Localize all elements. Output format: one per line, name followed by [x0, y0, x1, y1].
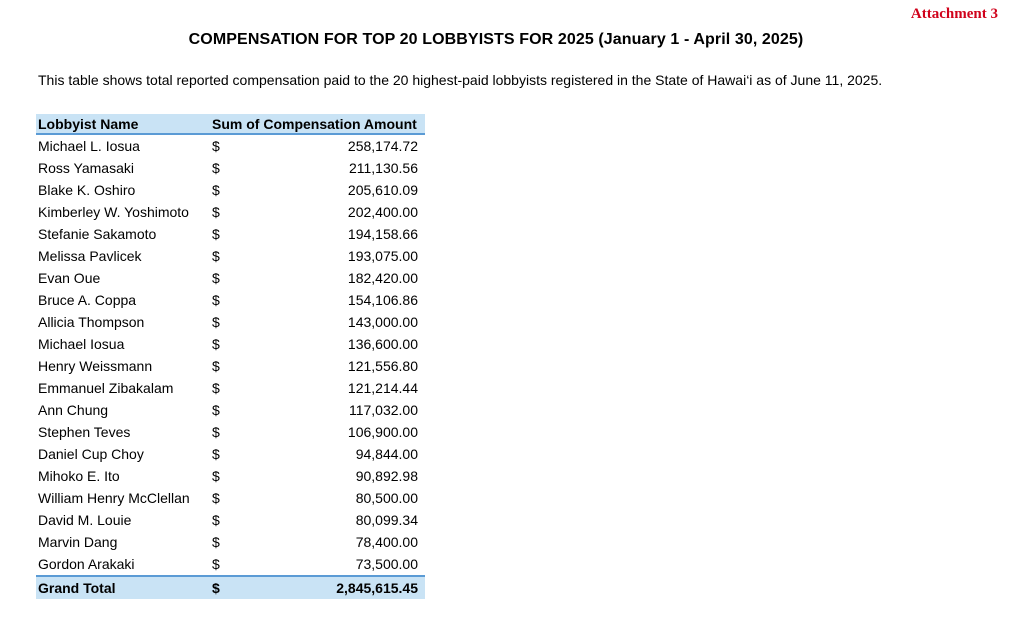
currency-symbol-cell: $	[212, 204, 220, 220]
page-title: COMPENSATION FOR TOP 20 LOBBYISTS FOR 2025 (January 1 - April 30, 2025)	[188, 31, 804, 48]
lobbyist-name-cell: Bruce A. Coppa	[38, 292, 137, 308]
table-row	[36, 421, 425, 443]
table-row	[36, 333, 425, 355]
table-description: This table shows total reported compensation paid to the 20 highest-paid lobbyists registered in the State of Hawai‘i as of June 11, 2025.	[38, 72, 883, 88]
lobbyist-name-cell: Marvin Dang	[38, 534, 118, 550]
table-row	[36, 443, 425, 465]
lobbyist-name-cell: Stefanie Sakamoto	[38, 226, 157, 242]
compensation-amount-cell: 136,600.00	[347, 336, 418, 352]
currency-symbol-cell: $	[212, 270, 220, 286]
lobbyist-name-cell: Melissa Pavlicek	[38, 248, 142, 264]
compensation-amount-cell: 202,400.00	[347, 204, 418, 220]
currency-symbol-cell: $	[212, 314, 220, 330]
currency-symbol-cell: $	[212, 534, 220, 550]
currency-symbol-cell: $	[212, 402, 220, 418]
grand-total-currency: $	[210, 576, 242, 599]
compensation-amount-cell: 194,158.66	[347, 226, 418, 242]
lobbyist-name-cell: Stephen Teves	[38, 424, 131, 440]
table-row	[36, 465, 425, 487]
lobbyist-name-cell: Michael L. Iosua	[38, 138, 140, 154]
lobbyist-name-cell: Blake K. Oshiro	[38, 182, 136, 198]
currency-symbol-cell: $	[212, 248, 220, 264]
header-compensation-amount: Sum of Compensation Amount	[210, 114, 425, 134]
compensation-amount-cell: 211,130.56	[348, 160, 418, 176]
table-row	[36, 377, 425, 399]
compensation-amount-cell: 182,420.00	[347, 270, 418, 286]
currency-symbol-cell: $	[212, 446, 220, 462]
lobbyist-name-cell: Allicia Thompson	[38, 314, 145, 330]
table-row	[36, 311, 425, 333]
compensation-amount-cell: 121,214.44	[347, 380, 418, 396]
compensation-amount-cell: 78,400.00	[355, 534, 418, 550]
lobbyist-name-cell: Mihoko E. Ito	[38, 468, 120, 484]
currency-symbol-cell: $	[212, 336, 220, 352]
currency-symbol-cell: $	[212, 468, 220, 484]
lobbyist-name-cell: Michael Iosua	[38, 336, 125, 352]
table-row	[36, 134, 425, 157]
table-row	[36, 355, 425, 377]
grand-total-label: Grand Total	[36, 576, 210, 599]
table-row	[36, 553, 425, 576]
currency-symbol-cell: $	[212, 490, 220, 506]
compensation-amount-cell: 143,000.00	[347, 314, 418, 330]
currency-symbol-cell: $	[212, 358, 220, 374]
lobbyist-name-cell: Ann Chung	[38, 402, 109, 418]
table-row	[36, 179, 425, 201]
currency-symbol-cell: $	[212, 424, 220, 440]
table-row	[36, 399, 425, 421]
compensation-amount-cell: 80,099.34	[355, 512, 418, 528]
compensation-amount-cell: 90,892.98	[355, 468, 418, 484]
currency-symbol-cell: $	[212, 226, 220, 242]
grand-total-amount: 2,845,615.45	[242, 576, 425, 599]
compensation-amount-cell: 258,174.72	[347, 138, 418, 154]
lobbyist-name-cell: Daniel Cup Choy	[38, 446, 144, 462]
compensation-amount-cell: 106,900.00	[347, 424, 418, 440]
currency-symbol-cell: $	[212, 138, 220, 154]
compensation-amount-cell: 117,032.00	[348, 402, 418, 418]
table-row	[36, 245, 425, 267]
currency-symbol-cell: $	[212, 160, 220, 176]
lobbyist-name-cell: Ross Yamasaki	[38, 160, 134, 176]
compensation-amount-cell: 80,500.00	[355, 490, 418, 506]
lobbyist-name-cell: Gordon Arakaki	[38, 556, 135, 572]
compensation-amount-cell: 121,556.80	[347, 358, 418, 374]
currency-symbol-cell: $	[212, 182, 220, 198]
lobbyist-name-cell: Emmanuel Zibakalam	[38, 380, 174, 396]
table-row	[36, 267, 425, 289]
table-row	[36, 289, 425, 311]
currency-symbol-cell: $	[212, 512, 220, 528]
compensation-amount-cell: 94,844.00	[355, 446, 418, 462]
table-row	[36, 223, 425, 245]
table-row	[36, 487, 425, 509]
compensation-amount-cell: 154,106.86	[347, 292, 418, 308]
currency-symbol-cell: $	[212, 292, 220, 308]
lobbyist-name-cell: Kimberley W. Yoshimoto	[38, 204, 189, 220]
compensation-amount-cell: 205,610.09	[347, 182, 418, 198]
currency-symbol-cell: $	[212, 380, 220, 396]
grand-total-row	[36, 576, 425, 599]
table-row	[36, 201, 425, 223]
lobbyist-name-cell: William Henry McClellan	[38, 490, 190, 506]
table-row	[36, 157, 425, 179]
table-header-row	[36, 114, 425, 134]
lobbyist-name-cell: Evan Oue	[38, 270, 101, 286]
table-body	[36, 134, 425, 576]
table-row	[36, 509, 425, 531]
header-lobbyist-name: Lobbyist Name	[36, 114, 210, 134]
lobbyist-name-cell: Henry Weissmann	[38, 358, 153, 374]
compensation-amount-cell: 193,075.00	[347, 248, 418, 264]
compensation-table	[36, 114, 425, 599]
lobbyist-name-cell: David M. Louie	[38, 512, 132, 528]
table-row	[36, 531, 425, 553]
compensation-amount-cell: 73,500.00	[355, 556, 418, 572]
attachment-label: Attachment 3	[910, 6, 998, 22]
currency-symbol-cell: $	[212, 556, 220, 572]
